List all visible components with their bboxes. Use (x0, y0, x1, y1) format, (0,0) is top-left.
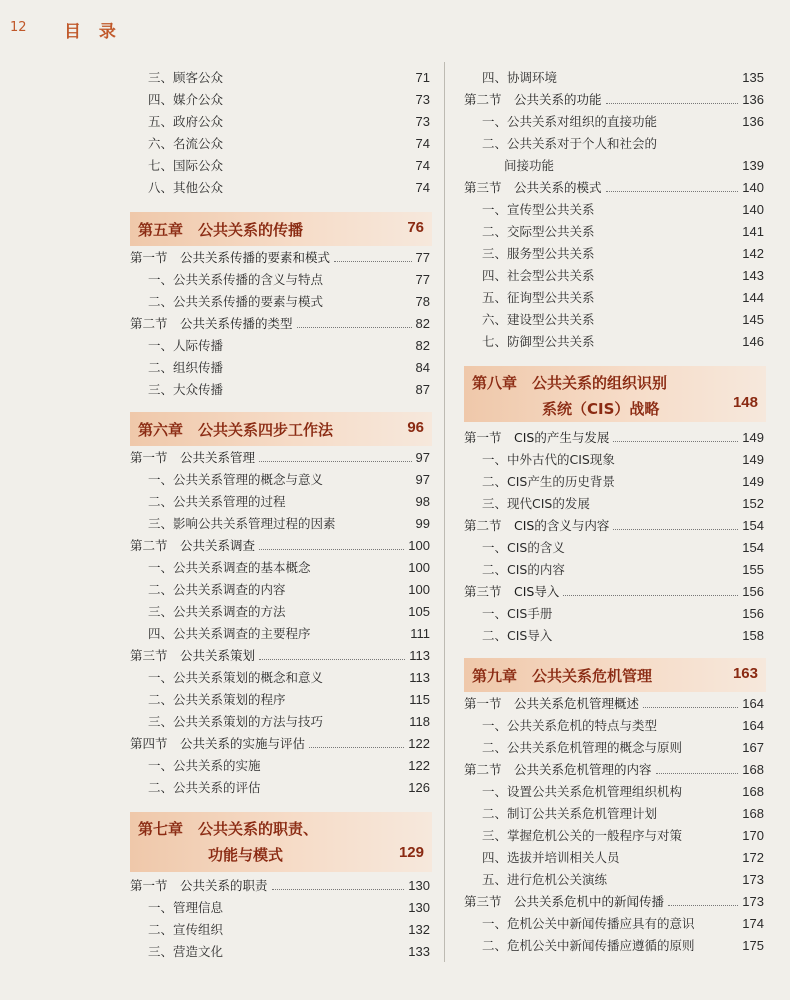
entry-page-number: 156 (742, 583, 764, 599)
toc-entry[interactable] (464, 868, 764, 890)
toc-entry[interactable] (464, 286, 764, 308)
entry-title: 四、公共关系调查的主要程序 (148, 626, 311, 641)
entry-page-number: 156 (742, 605, 764, 621)
entry-page-number: 77 (415, 271, 430, 287)
entry-title: 五、征询型公共关系 (482, 290, 595, 305)
toc-entry[interactable] (130, 334, 430, 356)
section-entry[interactable] (464, 890, 764, 912)
toc-entry[interactable] (130, 268, 430, 290)
dot-leader (259, 659, 405, 660)
chapter-heading[interactable] (464, 366, 766, 422)
entry-title: 第二节 公共关系危机管理的内容 (464, 762, 652, 777)
chapter-title: 第九章 公共关系危机管理 (472, 667, 653, 685)
toc-entry[interactable] (130, 468, 430, 490)
section-entry[interactable] (130, 446, 430, 468)
entry-page-number: 118 (409, 713, 430, 729)
dot-leader (606, 103, 739, 104)
entry-title: 四、媒介公众 (148, 92, 224, 107)
toc-entry[interactable] (130, 710, 430, 732)
entry-title: 三、影响公共关系管理过程的因素 (148, 516, 336, 531)
entry-title: 二、CIS导入 (482, 628, 553, 643)
toc-entry[interactable] (464, 330, 764, 352)
entry-title: 一、公共关系管理的概念与意义 (148, 472, 324, 487)
entry-page-number: 172 (742, 849, 764, 865)
section-entry[interactable] (130, 534, 430, 556)
dot-leader (613, 529, 738, 530)
entry-page-number: 149 (742, 473, 764, 489)
chapter-page-number: 148 (732, 394, 758, 411)
entry-title: 三、公共关系调查的方法 (148, 604, 286, 619)
entry-page-number: 84 (415, 359, 430, 375)
toc-entry[interactable] (130, 940, 430, 962)
entry-title: 一、公共关系策划的概念和意义 (148, 670, 324, 685)
entry-page-number: 158 (742, 627, 764, 643)
entry-page-number: 154 (742, 539, 764, 555)
toc-entry[interactable] (464, 802, 764, 824)
dot-leader (656, 773, 739, 774)
chapter-title: 功能与模式 (208, 846, 284, 864)
toc-entry[interactable] (464, 110, 764, 132)
toc-entry[interactable] (464, 198, 764, 220)
entry-page-number: 97 (415, 471, 430, 487)
section-entry[interactable] (130, 874, 430, 896)
toc-entry[interactable] (130, 918, 430, 940)
entry-title: 三、服务型公共关系 (482, 246, 595, 261)
entry-title: 一、CIS手册 (482, 606, 553, 621)
entry-title: 三、公共关系策划的方法与技巧 (148, 714, 324, 729)
toc-entry[interactable] (464, 824, 764, 846)
toc-entry[interactable] (464, 536, 764, 558)
entry-title: 二、公共关系传播的要素与模式 (148, 294, 324, 309)
entry-title: 三、顾客公众 (148, 70, 224, 85)
chapter-title: 第六章 公共关系四步工作法 (138, 421, 334, 439)
chapter-page-number: 76 (407, 219, 424, 236)
entry-page-number: 126 (408, 779, 430, 795)
toc-entry[interactable] (130, 622, 430, 644)
entry-page-number: 141 (742, 223, 764, 239)
entry-page-number: 113 (409, 669, 430, 685)
chapter-title: 系统（CIS）战略 (542, 400, 660, 418)
entry-page-number: 143 (742, 267, 764, 283)
entry-page-number: 164 (742, 717, 764, 733)
toc-entry[interactable] (464, 264, 764, 286)
chapter-page-number: 163 (732, 665, 758, 682)
entry-title: 二、公共关系调查的内容 (148, 582, 286, 597)
toc-entry[interactable] (464, 934, 764, 956)
dot-leader (643, 707, 738, 708)
dot-leader (272, 889, 405, 890)
section-entry[interactable] (130, 246, 430, 268)
entry-page-number: 113 (409, 647, 430, 663)
toc-entry[interactable] (464, 154, 764, 176)
entry-page-number: 100 (408, 581, 430, 597)
entry-page-number: 164 (742, 695, 764, 711)
entry-title: 第一节 公共关系传播的要素和模式 (130, 250, 331, 265)
toc-entry[interactable] (464, 470, 764, 492)
section-entry[interactable] (464, 88, 764, 110)
entry-title: 四、社会型公共关系 (482, 268, 595, 283)
chapter-heading[interactable] (130, 212, 432, 246)
entry-title: 一、危机公关中新闻传播应具有的意识 (482, 916, 695, 931)
entry-title: 二、CIS产生的历史背景 (482, 474, 615, 489)
entry-title: 二、CIS的内容 (482, 562, 565, 577)
toc-entry[interactable] (464, 846, 764, 868)
entry-title: 六、名流公众 (148, 136, 224, 151)
entry-page-number: 100 (408, 537, 430, 553)
entry-title: 六、建设型公共关系 (482, 312, 595, 327)
section-entry[interactable] (130, 732, 430, 754)
entry-title: 一、管理信息 (148, 900, 224, 915)
entry-title: 二、组织传播 (148, 360, 224, 375)
entry-page-number: 139 (742, 157, 764, 173)
entry-title: 第三节 公共关系危机中的新闻传播 (464, 894, 665, 909)
entry-page-number: 140 (742, 201, 764, 217)
section-entry[interactable] (130, 644, 430, 666)
toc-entry[interactable] (130, 688, 430, 710)
entry-page-number: 168 (742, 783, 764, 799)
toc-entry[interactable] (464, 66, 764, 88)
entry-page-number: 98 (415, 493, 430, 509)
dot-leader (668, 905, 738, 906)
toc-entry[interactable] (464, 912, 764, 934)
entry-page-number: 149 (742, 451, 764, 467)
entry-page-number: 74 (415, 179, 430, 195)
toc-entry[interactable] (464, 242, 764, 264)
entry-page-number: 136 (742, 91, 764, 107)
entry-page-number: 111 (410, 625, 430, 641)
entry-title: 第二节 CIS的含义与内容 (464, 518, 610, 533)
entry-page-number: 105 (408, 603, 430, 619)
entry-page-number: 133 (408, 943, 430, 959)
entry-page-number: 173 (742, 871, 764, 887)
toc-entry[interactable] (130, 154, 430, 176)
toc-entry[interactable] (464, 308, 764, 330)
entry-page-number: 115 (409, 691, 430, 707)
dot-leader (334, 261, 412, 262)
entry-page-number: 77 (415, 249, 430, 265)
section-entry[interactable] (464, 758, 764, 780)
entry-page-number: 144 (742, 289, 764, 305)
chapter-title: 第七章 公共关系的职责、 (138, 820, 319, 838)
dot-leader (309, 747, 404, 748)
toc-entry[interactable] (464, 736, 764, 758)
entry-title: 一、公共关系调查的基本概念 (148, 560, 311, 575)
toc-entry[interactable] (130, 600, 430, 622)
entry-title: 一、公共关系传播的含义与特点 (148, 272, 324, 287)
dot-leader (259, 549, 404, 550)
entry-page-number: 78 (415, 293, 430, 309)
entry-page-number: 146 (742, 333, 764, 349)
entry-title: 第四节 公共关系的实施与评估 (130, 736, 306, 751)
toc-entry[interactable] (130, 666, 430, 688)
entry-title: 第二节 公共关系传播的类型 (130, 316, 293, 331)
entry-title: 五、政府公众 (148, 114, 224, 129)
chapter-title: 第八章 公共关系的组织识别 (472, 374, 668, 392)
toc-entry[interactable] (130, 176, 430, 198)
section-entry[interactable] (130, 312, 430, 334)
entry-page-number: 173 (742, 893, 764, 909)
entry-title: 三、掌握危机公关的一般程序与对策 (482, 828, 683, 843)
entry-title: 间接功能 (504, 158, 555, 173)
toc-entry[interactable] (464, 780, 764, 802)
entry-title: 第三节 公共关系策划 (130, 648, 256, 663)
entry-page-number: 155 (742, 561, 764, 577)
entry-title: 三、大众传播 (148, 382, 224, 397)
entry-title: 第二节 公共关系调查 (130, 538, 256, 553)
entry-page-number: 100 (408, 559, 430, 575)
toc-entry[interactable] (464, 714, 764, 736)
page-header (0, 0, 790, 50)
entry-title: 二、宣传组织 (148, 922, 224, 937)
toc-entry[interactable] (130, 290, 430, 312)
entry-page-number: 73 (415, 91, 430, 107)
entry-page-number: 130 (408, 899, 430, 915)
entry-title: 二、公共关系危机管理的概念与原则 (482, 740, 683, 755)
section-entry[interactable] (464, 514, 764, 536)
entry-title: 一、CIS的含义 (482, 540, 565, 555)
page-number: 12 (10, 20, 27, 35)
entry-page-number: 154 (742, 517, 764, 533)
section-entry[interactable] (464, 176, 764, 198)
dot-leader (297, 327, 412, 328)
entry-title: 二、危机公关中新闻传播应遵循的原则 (482, 938, 695, 953)
toc-entry[interactable] (130, 578, 430, 600)
entry-page-number: 130 (408, 877, 430, 893)
entry-title: 一、人际传播 (148, 338, 224, 353)
entry-title: 一、中外古代的CIS现象 (482, 452, 615, 467)
chapter-heading[interactable] (464, 658, 766, 692)
chapter-title: 第五章 公共关系的传播 (138, 221, 304, 239)
toc-entry[interactable] (464, 220, 764, 242)
entry-page-number: 97 (415, 449, 430, 465)
toc-entry[interactable] (130, 356, 430, 378)
entry-title: 第一节 公共关系管理 (130, 450, 256, 465)
entry-title: 五、进行危机公关演练 (482, 872, 608, 887)
entry-page-number: 71 (415, 69, 430, 85)
entry-title: 八、其他公众 (148, 180, 224, 195)
entry-title: 二、公共关系策划的程序 (148, 692, 286, 707)
toc-entry[interactable] (130, 378, 430, 400)
entry-page-number: 74 (415, 157, 430, 173)
entry-page-number: 82 (415, 315, 430, 331)
dot-leader (606, 191, 739, 192)
entry-title: 第三节 公共关系的模式 (464, 180, 602, 195)
entry-title: 第一节 CIS的产生与发展 (464, 430, 610, 445)
entry-page-number: 99 (415, 515, 430, 531)
chapter-heading[interactable] (130, 812, 432, 872)
entry-title: 二、公共关系对于个人和社会的 (482, 136, 658, 151)
toc-entry[interactable] (464, 132, 764, 154)
entry-page-number: 122 (408, 735, 430, 751)
entry-page-number: 170 (742, 827, 764, 843)
entry-page-number: 140 (742, 179, 764, 195)
toc-entry[interactable] (464, 602, 764, 624)
entry-page-number: 74 (415, 135, 430, 151)
toc-entry[interactable] (130, 776, 430, 798)
toc-entry[interactable] (130, 754, 430, 776)
toc-entry[interactable] (130, 490, 430, 512)
entry-title: 第三节 CIS导入 (464, 584, 560, 599)
entry-title: 一、宣传型公共关系 (482, 202, 595, 217)
entry-title: 第一节 公共关系危机管理概述 (464, 696, 640, 711)
toc-entry[interactable] (130, 66, 430, 88)
section-entry[interactable] (464, 692, 764, 714)
entry-page-number: 82 (415, 337, 430, 353)
entry-title: 七、防御型公共关系 (482, 334, 595, 349)
toc-entry[interactable] (130, 512, 430, 534)
chapter-page-number: 129 (398, 844, 424, 861)
entry-page-number: 168 (742, 761, 764, 777)
toc-entry[interactable] (130, 88, 430, 110)
toc-entry[interactable] (464, 492, 764, 514)
entry-title: 第一节 公共关系的职责 (130, 878, 268, 893)
toc-entry[interactable] (464, 448, 764, 470)
entry-page-number: 132 (408, 921, 430, 937)
entry-title: 二、公共关系管理的过程 (148, 494, 286, 509)
entry-page-number: 73 (415, 113, 430, 129)
entry-title: 一、公共关系的实施 (148, 758, 261, 773)
entry-title: 二、制订公共关系危机管理计划 (482, 806, 658, 821)
entry-page-number: 145 (742, 311, 764, 327)
dot-leader (259, 461, 412, 462)
entry-title: 第二节 公共关系的功能 (464, 92, 602, 107)
toc-entry[interactable] (130, 132, 430, 154)
toc-entry[interactable] (464, 624, 764, 646)
section-entry[interactable] (464, 580, 764, 602)
entry-title: 三、营造文化 (148, 944, 224, 959)
entry-title: 二、交际型公共关系 (482, 224, 595, 239)
chapter-page-number: 96 (407, 419, 424, 436)
page-title: 目 录 (64, 22, 122, 42)
entry-page-number: 167 (742, 739, 764, 755)
chapter-heading[interactable] (130, 412, 432, 446)
entry-title: 三、现代CIS的发展 (482, 496, 590, 511)
entry-title: 四、选拔并培训相关人员 (482, 850, 620, 865)
toc-entry[interactable] (130, 110, 430, 132)
entry-page-number: 152 (742, 495, 764, 511)
entry-page-number: 135 (742, 69, 764, 85)
toc-entry[interactable] (130, 556, 430, 578)
entry-title: 四、协调环境 (482, 70, 558, 85)
entry-title: 一、设置公共关系危机管理组织机构 (482, 784, 683, 799)
toc-entry[interactable] (464, 558, 764, 580)
entry-title: 七、国际公众 (148, 158, 224, 173)
entry-page-number: 122 (408, 757, 430, 773)
section-entry[interactable] (464, 426, 764, 448)
entry-page-number: 87 (415, 381, 430, 397)
column-divider (444, 62, 445, 962)
dot-leader (563, 595, 738, 596)
entry-page-number: 175 (742, 937, 764, 953)
entry-page-number: 174 (742, 915, 764, 931)
entry-page-number: 168 (742, 805, 764, 821)
entry-title: 二、公共关系的评估 (148, 780, 261, 795)
dot-leader (613, 441, 738, 442)
entry-title: 一、公共关系对组织的直接功能 (482, 114, 658, 129)
entry-page-number: 136 (742, 113, 764, 129)
entry-title: 一、公共关系危机的特点与类型 (482, 718, 658, 733)
entry-page-number: 149 (742, 429, 764, 445)
entry-page-number: 142 (742, 245, 764, 261)
toc-entry[interactable] (130, 896, 430, 918)
